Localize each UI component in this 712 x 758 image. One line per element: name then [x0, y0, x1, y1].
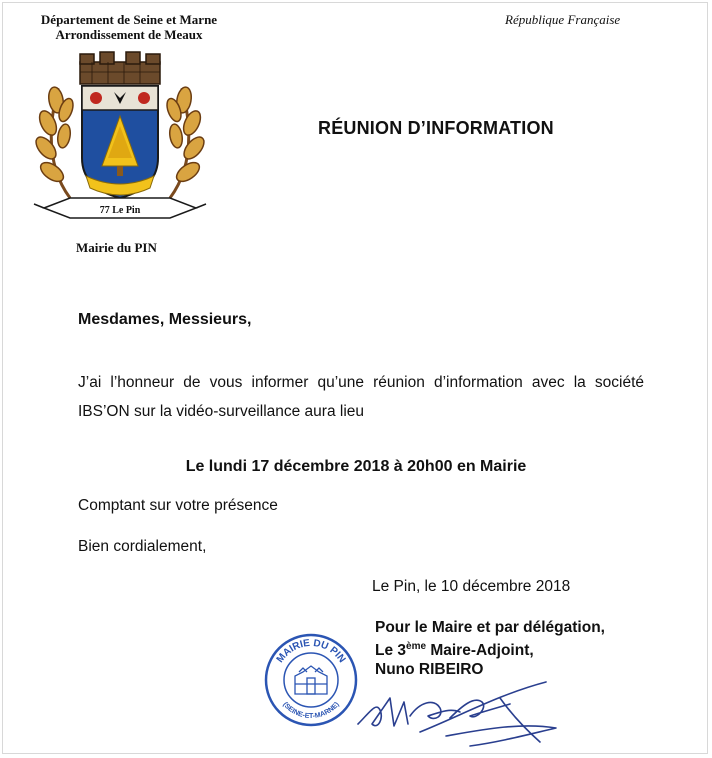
salutation: Mesdames, Messieurs,	[78, 311, 252, 328]
republic-label: République Française	[505, 12, 621, 27]
arrondissement-name: Arrondissement de Meaux	[55, 27, 203, 42]
signatory-block	[375, 618, 605, 679]
announcement-paragraph: J’ai l’honneur de vous informer qu’une réunion d’information avec la société IBS’ON sur la vidéo-surveillance aura lieu	[78, 374, 644, 420]
department-name: Département de Seine et Marne	[40, 12, 218, 27]
delegation-line: Pour le Maire et par délégation,	[375, 619, 605, 636]
meeting-date-line: Le lundi 17 décembre 2018 à 20h00 en Mairie	[185, 458, 527, 475]
department-header	[34, 12, 224, 42]
closing-line-1: Comptant sur votre présence	[78, 497, 278, 514]
svg-text:(SEINE-ET-MARNE)	[281, 701, 340, 720]
mairie-label: Mairie du PIN	[76, 240, 157, 255]
handwritten-signature-icon	[350, 672, 560, 750]
stamp-top-text: MAIRIE DU PIN	[274, 637, 348, 665]
place-and-date: Le Pin, le 10 décembre 2018	[372, 578, 571, 595]
crest-banner-text: 77 Le Pin	[99, 205, 141, 216]
stamp-bottom-text: (SEINE-ET-MARNE)	[281, 701, 341, 720]
closing-line-2: Bien cordialement,	[78, 538, 207, 555]
document-title: RÉUNION D’INFORMATION	[318, 118, 554, 138]
deputy-line: Le 3ème Maire-Adjoint,	[375, 641, 534, 659]
mairie-stamp-icon	[263, 632, 359, 728]
signatory-name: Nuno RIBEIRO	[375, 661, 484, 678]
coat-of-arms-icon	[30, 48, 210, 226]
